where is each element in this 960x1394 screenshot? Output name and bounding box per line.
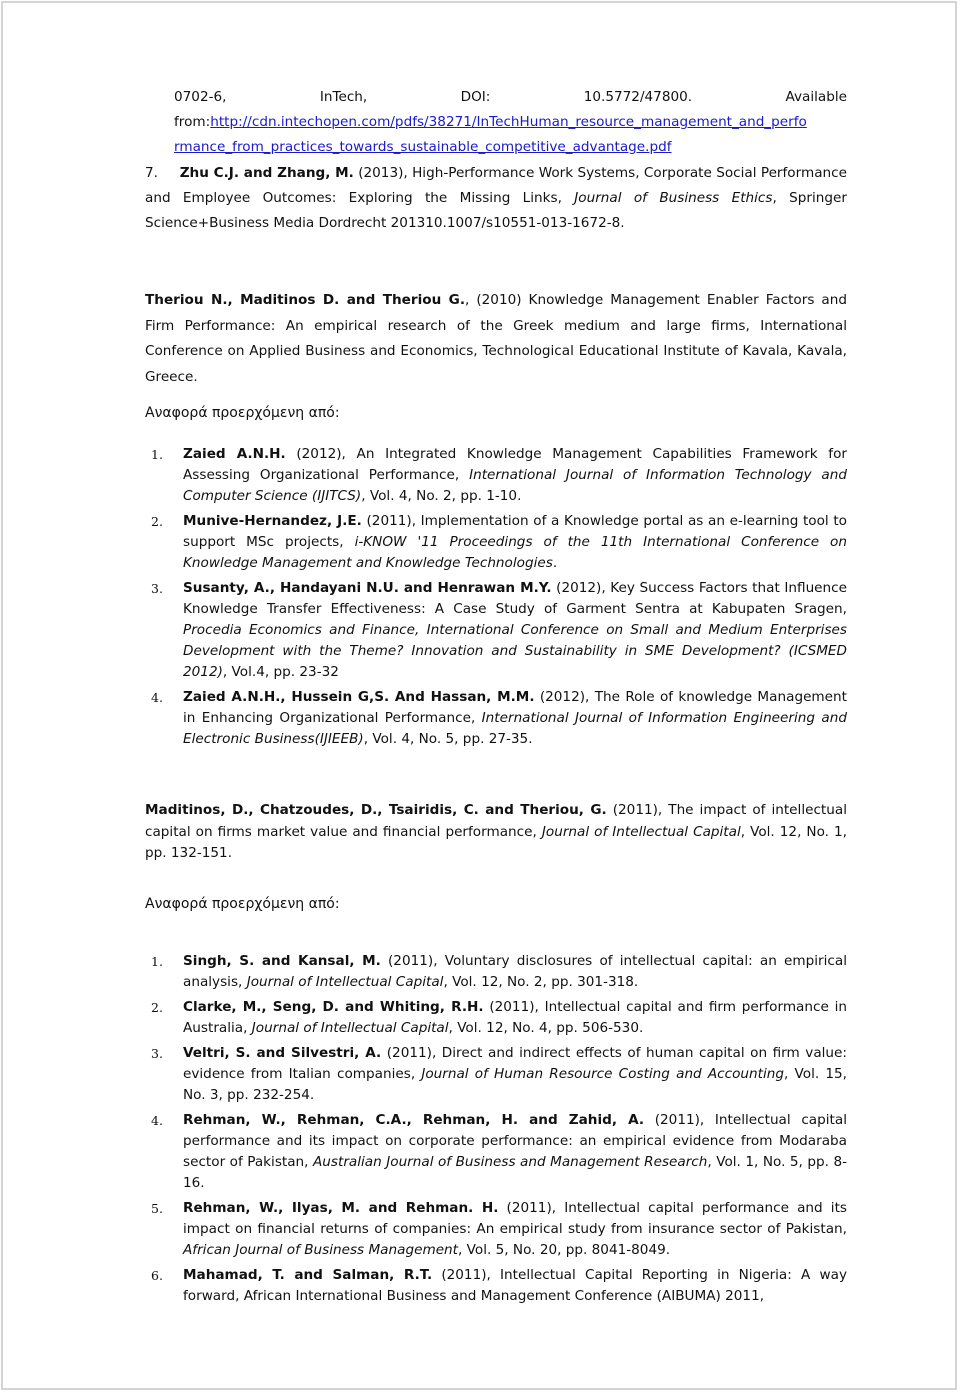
list-item xyxy=(145,1043,847,1106)
reference-journal: Journal of Intellectual Capital xyxy=(251,1020,449,1036)
cited-by-label-1: Αναφορά προερχόμενη από: xyxy=(145,405,340,421)
reference-number: 2. xyxy=(151,1000,163,1015)
ref6-part-4: 10.5772/47800. xyxy=(583,89,693,105)
reference-year: (2011), xyxy=(361,513,421,529)
reference-authors: Zaied A.N.H., Hussein G,S. And Hassan, M.M. xyxy=(183,689,535,705)
ref6-line2 xyxy=(174,110,847,135)
ref7-number: 7. xyxy=(145,165,158,181)
reference-journal: Journal of Intellectual Capital xyxy=(246,974,444,990)
cited-by-list-2 xyxy=(145,951,847,1311)
reference-number: 2. xyxy=(151,514,163,529)
reference-year: (2012), xyxy=(285,446,357,462)
reference-number: 6. xyxy=(151,1268,163,1283)
reference-journal: International Journal of Information Engineering and Electronic Business(IJIEEB) xyxy=(183,710,847,747)
reference-authors: Rehman, W., Rehman, C.A., Rehman, H. and Zahid, A. xyxy=(183,1112,645,1128)
reference-sep: , xyxy=(454,467,470,483)
reference-year: (2011), xyxy=(498,1200,565,1216)
list-item xyxy=(145,997,847,1039)
reference-sep: , xyxy=(304,1154,313,1170)
reference-details: , Vol. 4, No. 5, pp. 27-35. xyxy=(363,731,533,747)
ref6-url-link-cont[interactable]: rmance_from_practices_towards_sustainable_competitive_advantage.pdf xyxy=(174,139,672,155)
reference-number: 4. xyxy=(151,690,163,705)
reference-details: . xyxy=(552,555,558,571)
reference-sep: , xyxy=(238,974,247,990)
reference-number: 1. xyxy=(151,447,163,462)
reference-year: (2011), xyxy=(380,953,445,969)
ref6-part-2: InTech, xyxy=(319,89,368,105)
reference-number: 5. xyxy=(151,1201,163,1216)
reference-title: Intellectual capital performance and its impact on financial returns of companies: An empirical study from insurance sector of Pakistan xyxy=(183,1200,847,1237)
ref6-from-label: from: xyxy=(174,114,211,130)
reference-journal: Australian Journal of Business and Management Research xyxy=(313,1154,708,1170)
ref6-part-5: Available xyxy=(785,89,847,105)
reference-title: An Integrated Knowledge Management Capabilities Framework for Assessing Organizational Performance xyxy=(183,446,847,483)
ref7-journal: Journal of Business Ethics xyxy=(574,190,773,206)
ref7-authors: Zhu C.J. and Zhang, M. xyxy=(179,165,354,181)
reference-sep: , xyxy=(842,601,847,617)
reference-journal: i-KNOW '11 Proceedings of the 11th International Conference on Knowledge Management and Knowledge Technologies xyxy=(183,534,847,571)
list-item xyxy=(145,951,847,993)
reference-authors: Munive-Hernandez, J.E. xyxy=(183,513,362,529)
reference-details: , Vol. 4, No. 2, pp. 1-10. xyxy=(361,488,522,504)
ref6-url-link[interactable]: http://cdn.intechopen.com/pdfs/38271/InTechHuman_resource_management_and_perfo xyxy=(210,114,807,130)
reference-year: (2011), xyxy=(644,1112,715,1128)
reference-sep: , xyxy=(235,1288,244,1304)
reference-year: (2011), xyxy=(381,1045,442,1061)
reference-number: 3. xyxy=(151,1046,163,1061)
ref7-entry xyxy=(145,161,847,236)
reference-details: , Vol. 5, No. 20, pp. 8041-8049. xyxy=(458,1242,671,1258)
reference-title: Intellectual capital performance and its impact on corporate performance: an empirical evidence from Modaraba sector of Pakistan xyxy=(183,1112,847,1170)
reference-sep: , xyxy=(842,1221,847,1237)
reference-number: 4. xyxy=(151,1113,163,1128)
maditinos-rest: , Vol. 12, No. 1, pp. 132-151. xyxy=(145,823,847,861)
maditinos-entry xyxy=(145,800,847,865)
reference-authors: Clarke, M., Seng, D. and Whiting, R.H. xyxy=(183,999,484,1015)
list-item xyxy=(145,444,847,507)
ref7-sep: , xyxy=(557,190,575,206)
reference-authors: Singh, S. and Kansal, M. xyxy=(183,953,381,969)
reference-year: (2012), xyxy=(551,580,611,596)
reference-title: Key Success Factors that Influence Knowledge Transfer Effectiveness: A Case Study of Garment Sentra at Kabupaten Sragen xyxy=(183,580,847,617)
cited-by-label-2: Αναφορά προερχόμενη από: xyxy=(145,896,340,912)
reference-title: The Role of knowledge Management in Enhancing Organizational Performance xyxy=(183,689,847,726)
reference-authors: Susanty, A., Handayani N.U. and Henrawan M.Y. xyxy=(183,580,552,596)
list-item xyxy=(145,511,847,574)
reference-year: (2012), xyxy=(534,689,595,705)
reference-details: , Vol.4, pp. 23-32 xyxy=(222,664,339,680)
maditinos-sep: , xyxy=(532,823,542,840)
reference-authors: Mahamad, T. and Salman, R.T. xyxy=(183,1267,433,1283)
reference-number: 3. xyxy=(151,581,163,596)
reference-authors: Rehman, W., Ilyas, M. and Rehman. H. xyxy=(183,1200,499,1216)
reference-year: (2011), xyxy=(432,1267,501,1283)
list-item xyxy=(145,687,847,750)
theriou-title: Knowledge Management Enabler Factors and Firm Performance: An empirical research of the Greek medium and large firms xyxy=(145,292,847,334)
reference-journal: Journal of Human Resource Costing and Accounting xyxy=(421,1066,785,1082)
list-item xyxy=(145,1198,847,1261)
reference-journal: International Journal of Information Technology and Computer Science (IJITCS) xyxy=(183,467,847,504)
list-item xyxy=(145,578,847,683)
theriou-entry xyxy=(145,288,847,390)
theriou-year: , (2010) xyxy=(465,292,529,308)
list-item xyxy=(145,1110,847,1194)
document-page xyxy=(1,1,957,1390)
list-item xyxy=(145,1265,847,1307)
reference-sep: , xyxy=(470,710,482,726)
reference-authors: Veltri, S. and Silvestri, A. xyxy=(183,1045,382,1061)
ref6-part-1: 0702-6, xyxy=(174,89,227,105)
reference-details: , Vol. 12, No. 2, pp. 301-318. xyxy=(443,974,639,990)
ref6-part-3: DOI: xyxy=(460,89,491,105)
reference-year: (2011), xyxy=(483,999,545,1015)
reference-title: Direct and indirect effects of human capital on firm value: evidence from Italian companies xyxy=(183,1045,847,1082)
reference-title: Intellectual capital and firm performance in Australia xyxy=(183,999,847,1036)
theriou-rest: , International Conference on Applied Business and Economics, Technological Educational Institute of Kavala, Kavala, Greece. xyxy=(145,317,847,385)
reference-details: , Vol. 12, No. 4, pp. 506-530. xyxy=(448,1020,644,1036)
reference-sep: , xyxy=(410,1066,422,1082)
ref6-continuation xyxy=(174,85,847,160)
reference-details: , Vol. 15, No. 3, pp. 232-254. xyxy=(183,1066,847,1103)
ref7-title: High-Performance Work Systems, Corporate Social Performance and Employee Outcomes: Exploring the Missing Links xyxy=(145,165,847,206)
reference-title: Voluntary disclosures of intellectual capital: an empirical analysis xyxy=(183,953,847,990)
reference-title: Intellectual Capital Reporting in Nigeria: A way forward xyxy=(183,1267,847,1304)
reference-authors: Zaied A.N.H. xyxy=(183,446,286,462)
reference-details: , Vol. 1, No. 5, pp. 8-16. xyxy=(183,1154,847,1191)
theriou-authors: Theriou N., Maditinos D. and Theriou G. xyxy=(145,292,466,308)
reference-number: 1. xyxy=(151,954,163,969)
maditinos-title: The impact of intellectual capital on firms market value and financial performance xyxy=(145,802,847,840)
cited-by-list-1 xyxy=(145,444,847,754)
ref6-line1 xyxy=(174,85,847,110)
ref7-year: (2013), xyxy=(353,165,413,181)
reference-journal: African Journal of Business Management xyxy=(183,1242,459,1258)
maditinos-journal: Journal of Intellectual Capital xyxy=(541,823,741,840)
maditinos-year: (2011), xyxy=(606,802,669,818)
reference-title: Implementation of a Knowledge portal as an e-learning tool to support MSc projects xyxy=(183,513,847,550)
reference-journal: Procedia Economics and Finance, International Conference on Small and Medium Enterprises Development with the Theme? Innovation and Sustainability in SME Development? (ICSMED 2012) xyxy=(183,622,847,680)
maditinos-authors: Maditinos, D., Chatzoudes, D., Tsairidis, C. and Theriou, G. xyxy=(145,802,607,818)
reference-sep: , xyxy=(339,534,355,550)
reference-details: African International Business and Management Conference (AIBUMA) 2011, xyxy=(243,1288,765,1304)
ref7-rest: , Springer Science+Business Media Dordrecht 201310.1007/s10551-013-1672-8. xyxy=(145,190,847,231)
reference-sep: , xyxy=(243,1020,252,1036)
ref6-line3 xyxy=(174,135,847,160)
